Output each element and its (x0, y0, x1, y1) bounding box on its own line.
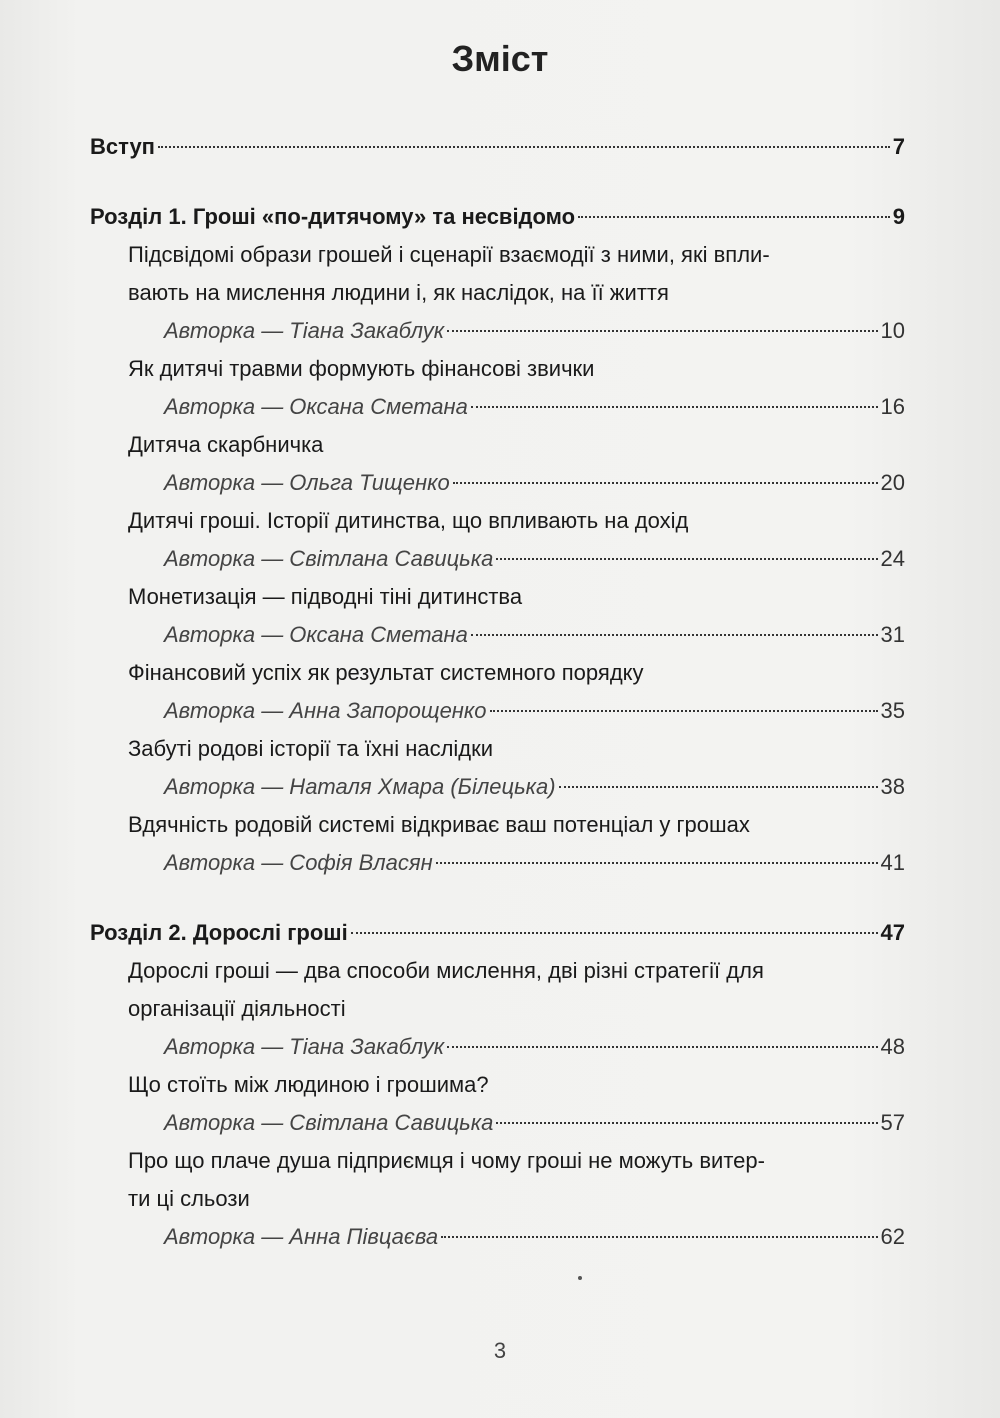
dot-leader (351, 932, 878, 934)
author-entry (90, 388, 905, 426)
author-page-number: 57 (880, 1110, 905, 1135)
article-title-line: Дорослі гроші — два способи мислення, дві різні стратегії для (128, 958, 764, 983)
article-entry (90, 1066, 905, 1104)
author-row (164, 616, 905, 654)
author-row (164, 388, 905, 426)
section-entry (90, 914, 905, 952)
paper-speck (578, 1276, 582, 1280)
dot-leader (158, 146, 890, 148)
author-row (164, 768, 905, 806)
dot-leader (578, 216, 890, 218)
author-entry (90, 540, 905, 578)
article-title-line: ти ці сльози (128, 1186, 250, 1211)
author-entry (90, 844, 905, 882)
author-row (164, 1028, 905, 1066)
author-label: Авторка — Тіана Закаблук (164, 318, 445, 343)
section-row (90, 198, 905, 236)
article-entry (90, 578, 905, 616)
dot-leader (447, 1046, 877, 1048)
article-entry (90, 1142, 905, 1218)
article-title-line: організації діяльності (128, 996, 346, 1021)
dot-leader (559, 786, 878, 788)
article-entry (90, 952, 905, 1028)
author-row (164, 1218, 905, 1256)
article-title-line: Що стоїть між людиною і грошима? (128, 1072, 489, 1097)
article-title-line: Як дитячі травми формують фінансові звички (128, 356, 595, 381)
author-entry (90, 616, 905, 654)
dot-leader (496, 558, 877, 560)
article-title-line: вають на мислення людини і, як наслідок, на її життя (128, 280, 669, 305)
section-label: Розділ 1. Гроші «по-дитячому» та несвідомо (90, 204, 576, 229)
section-spacer (90, 882, 905, 914)
section-label: Розділ 2. Дорослі гроші (90, 920, 348, 945)
dot-leader (453, 482, 878, 484)
section-entry (90, 128, 905, 166)
dot-leader (471, 634, 878, 636)
author-entry (90, 312, 905, 350)
author-label: Авторка — Наталя Хмара (Білецька) (164, 774, 556, 799)
author-page-number: 38 (880, 774, 905, 799)
page-number: 3 (493, 1338, 507, 1363)
dot-leader (447, 330, 877, 332)
author-entry (90, 1104, 905, 1142)
author-page-number: 35 (880, 698, 905, 723)
author-page-number: 24 (880, 546, 905, 571)
author-label: Авторка — Анна Півцаєва (164, 1224, 439, 1249)
author-page-number: 16 (880, 394, 905, 419)
author-page-number: 41 (880, 850, 905, 875)
article-title-line: Дитячі гроші. Історії дитинства, що впливають на дохід (128, 508, 689, 533)
author-entry (90, 768, 905, 806)
article-title-line: Вдячність родовій системі відкриває ваш потенціал у грошах (128, 812, 750, 837)
section-page-number: 7 (892, 134, 905, 159)
article-entry (90, 350, 905, 388)
dot-leader (441, 1236, 877, 1238)
section-entry (90, 198, 905, 236)
article-title-line: Підсвідомі образи грошей і сценарії взаємодії з ними, які впли- (128, 242, 770, 267)
article-entry (90, 502, 905, 540)
article-title-line: Монетизація — підводні тіні дитинства (128, 584, 523, 609)
table-of-contents (90, 128, 905, 1256)
author-label: Авторка — Оксана Сметана (164, 394, 468, 419)
article-entry (90, 426, 905, 464)
author-row (164, 540, 905, 578)
author-entry (90, 464, 905, 502)
author-label: Авторка — Ольга Тищенко (164, 470, 450, 495)
section-spacer (90, 166, 905, 198)
author-label: Авторка — Софія Власян (164, 850, 433, 875)
author-page-number: 10 (880, 318, 905, 343)
author-label: Авторка — Анна Запорощенко (164, 698, 487, 723)
dot-leader (496, 1122, 877, 1124)
author-page-number: 48 (880, 1034, 905, 1059)
article-title-line: Забуті родові історії та їхні наслідки (128, 736, 494, 761)
section-row (90, 914, 905, 952)
author-page-number: 20 (880, 470, 905, 495)
page-title: Зміст (451, 38, 549, 79)
author-label: Авторка — Світлана Савицька (164, 1110, 494, 1135)
author-row (164, 1104, 905, 1142)
section-page-number: 47 (880, 920, 905, 945)
article-entry (90, 654, 905, 692)
article-title-line: Про що плаче душа підприємця і чому гроші не можуть витер- (128, 1148, 765, 1173)
article-entry (90, 236, 905, 312)
section-page-number: 9 (892, 204, 905, 229)
dot-leader (436, 862, 878, 864)
author-entry (90, 1028, 905, 1066)
article-title-line: Фінансовий успіх як результат системного порядку (128, 660, 644, 685)
author-label: Авторка — Світлана Савицька (164, 546, 494, 571)
author-label: Авторка — Тіана Закаблук (164, 1034, 445, 1059)
article-entry (90, 730, 905, 768)
dot-leader (471, 406, 878, 408)
author-row (164, 844, 905, 882)
author-page-number: 31 (880, 622, 905, 647)
dot-leader (490, 710, 878, 712)
article-title-line: Дитяча скарбничка (128, 432, 324, 457)
section-row (90, 128, 905, 166)
author-entry (90, 692, 905, 730)
section-label: Вступ (90, 134, 155, 159)
author-row (164, 312, 905, 350)
author-page-number: 62 (880, 1224, 905, 1249)
author-row (164, 692, 905, 730)
author-entry (90, 1218, 905, 1256)
article-entry (90, 806, 905, 844)
author-row (164, 464, 905, 502)
author-label: Авторка — Оксана Сметана (164, 622, 468, 647)
